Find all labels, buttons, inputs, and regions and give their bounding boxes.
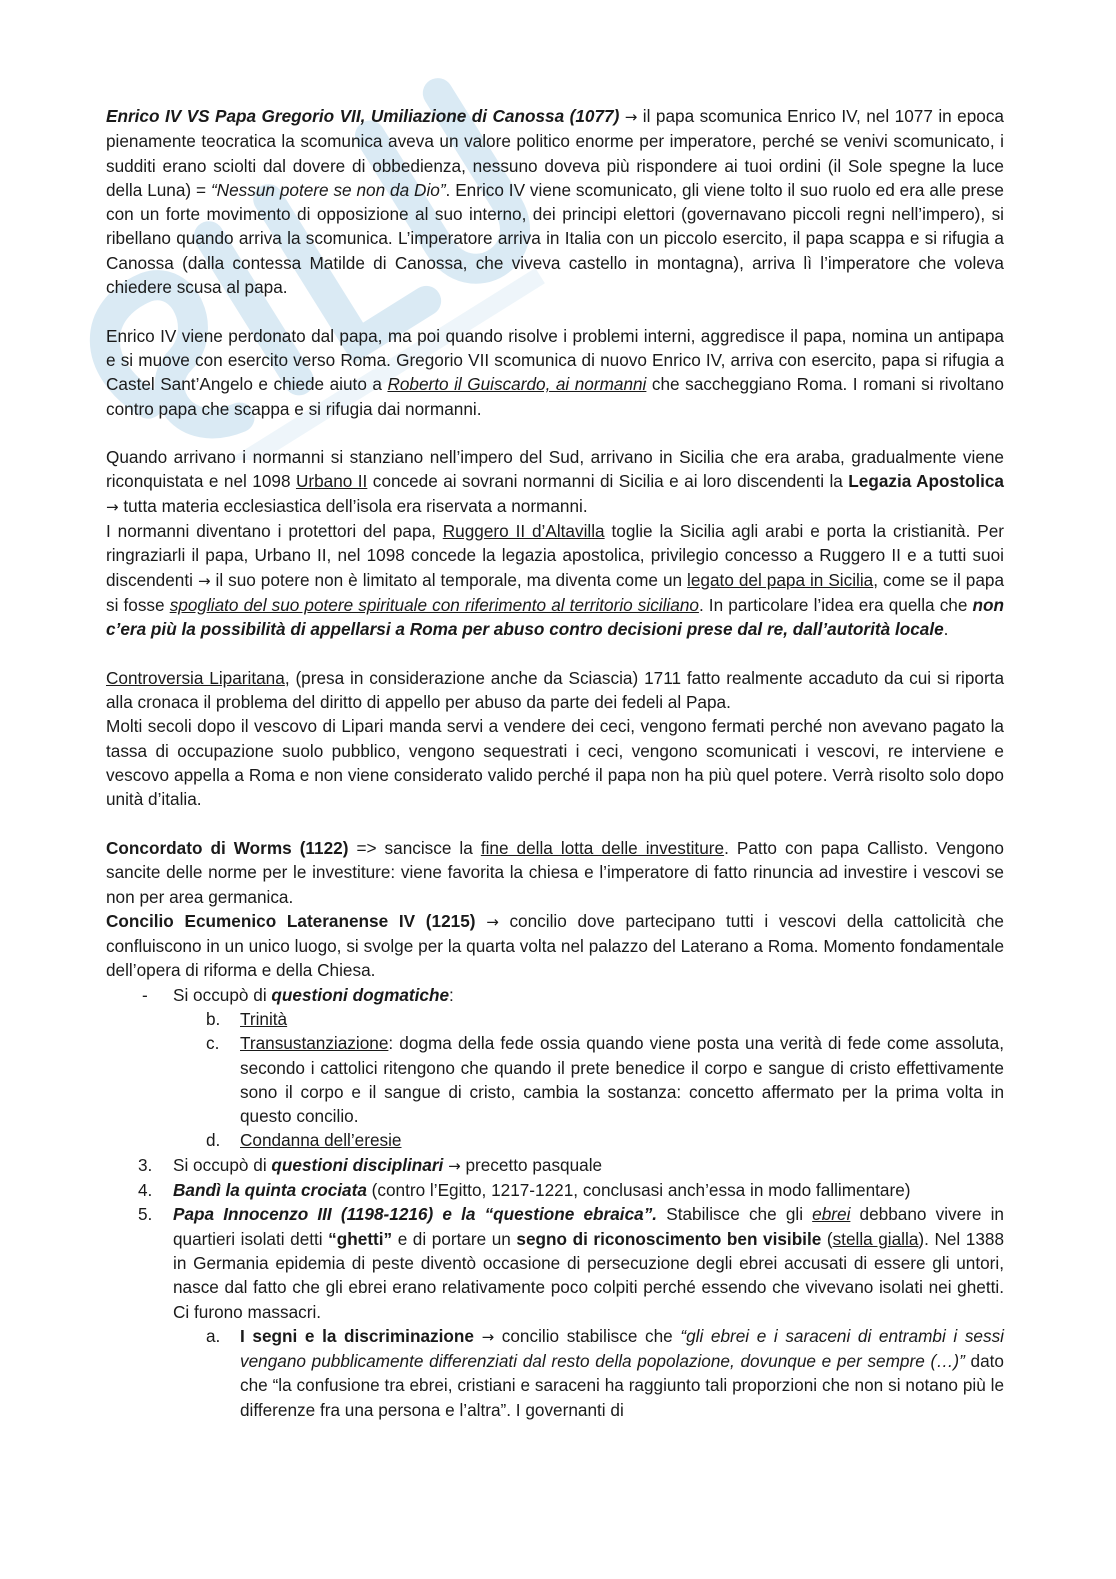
list-marker: 3.	[138, 1154, 153, 1175]
bold-term: segno di riconoscimento ben visibile	[516, 1228, 822, 1249]
text: Quando arrivano i normanni si stanziano nell’impero del Sud, arrivano in Sicilia che era araba, gradualmente viene riconquistata e nel 1098	[106, 447, 1004, 492]
quote: “gli ebrei e i saraceni di entrambi i sessi vengano pubblicamente differenziati dal resto della popolazione, dovunque e per sempre (…)”	[240, 1325, 1004, 1372]
list-marker: b.	[206, 1008, 221, 1029]
paragraph-normanni	[106, 445, 1004, 519]
text: tutta materia ecclesiastica dell’isola era riservata a normanni.	[118, 495, 588, 516]
text: . In particolare l’idea era quella che	[698, 594, 973, 615]
text: , come se il papa si fosse	[106, 569, 1004, 615]
bold-term: questioni dogmatiche	[271, 984, 450, 1005]
underlined-term: Trinità	[240, 1008, 288, 1029]
list-item	[106, 1128, 1004, 1152]
text: , (presa in considerazione anche da Sciascia) 1711 fatto realmente accaduto da cui si riporta alla cronaca il problema del diritto di appello per abuso da parte dei fedeli al Papa.	[106, 667, 1004, 713]
bold-term: I segni e la discriminazione	[240, 1325, 474, 1346]
text: . Patto con papa Callisto. Vengono sancite delle norme per le investiture: viene favorita la chiesa e l’imperatore di fatto rinuncia ad investire i vescovi se non per area germanica.	[106, 837, 1004, 907]
list-item	[106, 1153, 1004, 1178]
bold-term: Concordato di Worms (1122)	[106, 837, 349, 858]
underlined-term: Controversia Liparitana	[106, 667, 285, 688]
underlined-term: stella gialla	[832, 1228, 919, 1249]
underlined-term: Urbano II	[295, 471, 368, 492]
text: il suo potere non è limitato al temporale, ma diventa come un	[210, 569, 688, 590]
list-marker: d.	[206, 1130, 221, 1151]
text: concilio dove partecipano tutti i vescovi della cattolicità che confluiscono in un unico luogo, si svolge per la quarta volta nel palazzo del Laterano a Roma. Momento fondamentale dell’opera di riforma e della Chiesa.	[106, 910, 1004, 981]
list-item	[106, 1202, 1004, 1323]
text: :	[449, 984, 454, 1005]
paragraph-ruggero	[106, 519, 1004, 641]
list-marker: c.	[206, 1033, 220, 1054]
bold-term: Bandì la quinta crociata	[173, 1180, 367, 1201]
bold-term: questioni disciplinari	[271, 1154, 444, 1175]
underlined-term: legato del papa in Sicilia	[687, 569, 874, 590]
text: : dogma della fede ossia quando viene posta una verità di fede come assoluta, secondo i cattolici ritengono che quando il prete benedice il corpo e sangue di cristo effettivamente sono il corpo e il sangue di cristo, cambia la sostanza: concetto affermato per la prima volta in questo concilio.	[240, 1033, 1004, 1127]
paragraph-canossa	[106, 104, 1004, 299]
text: .	[943, 619, 949, 640]
document-body	[106, 104, 1004, 1422]
bold-term: Papa Innocenzo III (1198-1216) e la “questione ebraica”.	[173, 1204, 658, 1225]
list-marker: 5.	[138, 1204, 153, 1225]
arrow-icon: →	[481, 1327, 495, 1346]
bold-term: Legazia Apostolica	[848, 471, 1004, 492]
text: Stabilisce che gli	[657, 1204, 813, 1225]
text: I normanni diventano i protettori del papa,	[106, 521, 443, 542]
paragraph-worms	[106, 836, 1004, 909]
paragraph-concilio	[106, 909, 1004, 983]
arrow-icon: →	[624, 108, 638, 126]
arrow-icon: →	[486, 912, 499, 931]
underlined-term: Ruggero II d’Altavilla	[442, 521, 605, 542]
list-marker: a.	[206, 1325, 221, 1346]
text: dato che “la confusione tra ebrei, cristiani e saraceni ha raggiunto tali proporzioni che non si notano più le differenze fra una persona e l’altra”. I governanti di	[240, 1351, 1004, 1420]
text: Si occupò di	[173, 984, 272, 1005]
list-item	[106, 1007, 1004, 1031]
text: e di portare un	[392, 1228, 517, 1249]
arrow-icon: →	[106, 497, 119, 516]
bold-term: “ghetti”	[328, 1228, 393, 1249]
text: Si occupò di	[173, 1154, 272, 1175]
underlined-term: spogliato del suo potere spirituale con riferimento al territorio siciliano	[169, 594, 699, 615]
text: (contro l’Egitto, 1217-1221, conclusasi anch’essa in modo fallimentare)	[366, 1180, 911, 1201]
text: il papa scomunica Enrico IV, nel 1077 in epoca pienamente teocratica la scomunica aveva un valore politico enorme per imperatore, perché se venivi scomunicato, i sudditi erano sciolti dal dovere di obbedienza, nessuno doveva più rispondere ai tuoi ordini (il Sole spegne la luce della Luna) =	[106, 106, 1004, 200]
arrow-icon: →	[448, 1156, 461, 1175]
underlined-term: Transustanziazione	[240, 1033, 389, 1054]
concilio-list	[106, 983, 1004, 1422]
paragraph-controversia	[106, 666, 1004, 715]
text: ). Nel 1388 in Germania epidemia di peste diventò occasione di persecuzione degli ebrei accusati di essere gli untori, nasce dal fatto che gli ebrei erano relativamente poco colpiti perché essendo che vivevano isolati nei ghetti. Ci furono massacri.	[173, 1228, 1005, 1322]
text: . Enrico IV viene scomunicato, gli viene tolto il suo ruolo ed era alle prese con un forte movimento di opposizione al suo interno, dei principi elettori (governavano piccoli regni nell’impero), si ribellano quando arriva la scomunica. L’imperatore arriva in Italia con un piccolo esercito, il papa scappa e si rifugia a Canossa (dalla contessa Matilde di Canossa, che viveva castello in montagna), arriva lì l’imperatore che voleva chiedere scusa al papa.	[106, 179, 1004, 298]
underlined-term: Condanna dell’eresie	[240, 1130, 402, 1151]
list-item	[106, 1031, 1004, 1128]
text: (	[821, 1228, 833, 1249]
arrow-icon: →	[197, 571, 211, 590]
list-item	[106, 983, 1004, 1007]
underlined-term: fine della lotta delle investiture	[480, 837, 725, 858]
list-item	[106, 1178, 1004, 1202]
paragraph-lipari	[106, 714, 1004, 811]
text: Enrico IV viene perdonato dal papa, ma poi quando risolve i problemi interni, aggredisce il papa, nomina un antipapa e si muove con esercito verso Roma. Gregorio VII scomunica di nuovo Enrico IV, arriva con esercito, papa si rifugia a Castel Sant’Angelo e chiede aiuto a	[106, 325, 1004, 395]
list-item	[106, 1324, 1004, 1422]
text: => sancisce la	[348, 837, 481, 858]
text: precetto pasquale	[460, 1154, 603, 1175]
underlined-term: ebrei	[812, 1204, 851, 1225]
text: debbano vivere in quartieri isolati detti	[173, 1204, 1004, 1249]
text: che saccheggiano Roma. I romani si rivoltano contro papa che scappa e si rifugia dai normanni.	[106, 374, 1004, 419]
text: concilio stabilisce che	[494, 1325, 681, 1346]
bold-term: non c’era più la possibilità di appellarsi a Roma per abuso contro decisioni prese dal re, dall’autorità locale	[106, 594, 1004, 640]
list-marker: 4.	[138, 1180, 153, 1201]
heading-canossa: Enrico IV VS Papa Gregorio VII, Umiliazione di Canossa (1077)	[106, 106, 620, 126]
text: toglie la Sicilia agli arabi e porta la cristianità. Per ringraziarli il papa, Urbano II, nel 1098 concede la legazia apostolica, privilegio concesso a Ruggero II e a tutti suoi discendenti	[106, 521, 1004, 590]
quote: “Nessun potere se non da Dio”	[210, 179, 446, 200]
list-marker: -	[142, 984, 148, 1005]
bold-term: Concilio Ecumenico Lateranense IV (1215)	[106, 910, 476, 931]
paragraph-perdono	[106, 324, 1004, 421]
text: concede ai sovrani normanni di Sicilia e ai loro discendenti la	[367, 471, 849, 492]
text: Molti secoli dopo il vescovo di Lipari manda servi a vendere dei ceci, vengono fermati perché non avevano pagato la tassa di occupazione suolo pubblico, vengono sequestrati i ceci, vengono scomunicati i vescovi, re interviene e vescovo appella a Roma e non viene considerato valido perché il papa non ha più quel potere. Verrà risolto solo dopo unità d’italia.	[106, 716, 1004, 810]
underlined-term: Roberto il Guiscardo, ai normanni	[387, 374, 647, 395]
